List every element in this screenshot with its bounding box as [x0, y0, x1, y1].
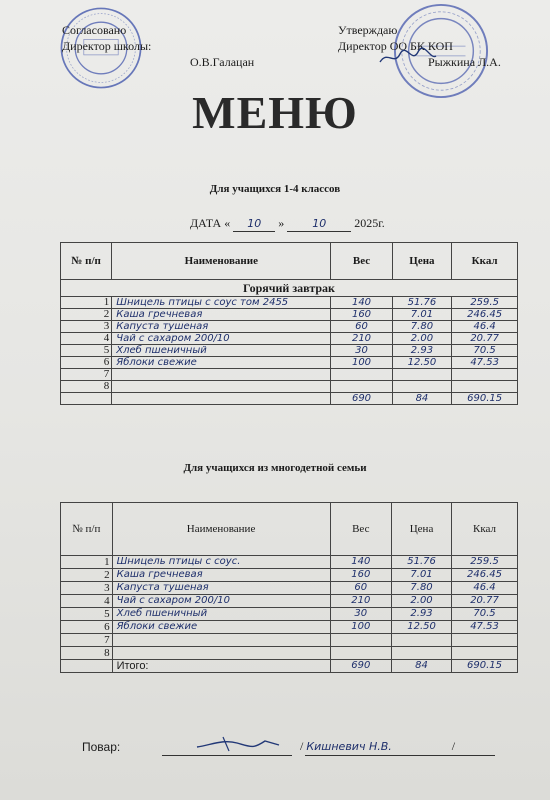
menu-table-large-family [60, 502, 518, 673]
table-row [61, 321, 518, 333]
table-row [61, 582, 518, 595]
dish-price [392, 369, 452, 381]
dish-price: 12.50 [392, 621, 452, 634]
dish-kcal: 46.4 [452, 582, 518, 595]
table-row [61, 608, 518, 621]
table-row [61, 595, 518, 608]
dish-name: Яблоки свежие [112, 621, 330, 634]
dish-name: Хлеб пшеничный [112, 345, 331, 357]
dish-price: 51.76 [392, 556, 452, 569]
dish-weight [331, 369, 392, 381]
dish-weight: 160 [331, 309, 392, 321]
dish-weight [330, 647, 392, 660]
table-row [61, 569, 518, 582]
dish-kcal: 259.5 [452, 297, 518, 309]
dish-kcal: 70.5 [452, 608, 518, 621]
row-number: 4 [61, 595, 113, 608]
row-number: 5 [61, 608, 113, 621]
dish-name: Шницель птицы с соус. [112, 556, 330, 569]
signature-underline [162, 755, 292, 756]
dish-price: 7.80 [392, 321, 452, 333]
dish-name: Капуста тушеная [112, 582, 330, 595]
dish-name: Хлеб пшеничный [112, 608, 330, 621]
row-number: 7 [61, 634, 113, 647]
dish-name: Каша гречневая [112, 309, 331, 321]
dish-weight [331, 381, 392, 393]
dish-name: Яблоки свежие [112, 357, 331, 369]
page-title: МЕНЮ [192, 87, 358, 138]
dish-kcal: 46.4 [452, 321, 518, 333]
dish-kcal [452, 634, 518, 647]
cook-name-block: / Кишневич Н.В. / [300, 739, 456, 753]
dish-weight [330, 634, 392, 647]
row-number: 5 [61, 345, 112, 357]
dish-name [112, 381, 331, 393]
right-approval-title: Утверждаю [338, 23, 398, 37]
dish-kcal: 246.45 [452, 309, 518, 321]
dish-price: 2.00 [392, 333, 452, 345]
total-label [112, 393, 331, 405]
row-number: 3 [61, 582, 113, 595]
column-header-name: Наименование [112, 503, 330, 556]
total-kcal: 690.15 [452, 393, 518, 405]
dish-weight: 100 [330, 621, 392, 634]
table-row [61, 333, 518, 345]
table-row [61, 369, 518, 381]
total-price: 84 [392, 660, 452, 673]
subtitle-large-family: Для учащихся из многодетной семьи [183, 462, 367, 474]
column-header-price: Цена [392, 243, 452, 280]
table-row [61, 297, 518, 309]
column-header-weight: Вес [331, 243, 392, 280]
menu-table-grades-1-4 [60, 242, 518, 405]
dish-name: Чай с сахаром 200/10 [112, 333, 331, 345]
table-row [61, 556, 518, 569]
table-row [61, 647, 518, 660]
dish-name: Шницель птицы с соус том 2455 [112, 297, 331, 309]
dish-price: 7.01 [392, 309, 452, 321]
approval-block-left [62, 22, 255, 69]
dish-weight: 210 [331, 333, 392, 345]
section-hot-breakfast: Горячий завтрак [61, 280, 518, 297]
dish-name: Капуста тушеная [112, 321, 331, 333]
total-row [61, 660, 518, 673]
dish-price: 7.80 [392, 582, 452, 595]
cook-signature [193, 733, 283, 755]
table-row [61, 381, 518, 393]
column-header-name: Наименование [112, 243, 331, 280]
left-approval-title: Согласовано [62, 23, 127, 37]
total-label: Итого: [112, 660, 330, 673]
column-header-num: № п/п [61, 243, 112, 280]
column-header-kcal: Ккал [452, 503, 518, 556]
column-header-num: № п/п [61, 503, 113, 556]
total-kcal: 690.15 [452, 660, 518, 673]
date-prefix: ДАТА « [190, 216, 231, 230]
right-approval-name: Рыжкина Л.А. [428, 55, 501, 69]
date-mid: » [278, 216, 285, 230]
total-row [61, 393, 518, 405]
dish-name: Каша гречневая [112, 569, 330, 582]
date-day: 10 [247, 217, 262, 230]
table-row [61, 634, 518, 647]
date-month: 10 [312, 217, 327, 230]
dish-name [112, 647, 330, 660]
column-header-price: Цена [392, 503, 452, 556]
dish-price: 51.76 [392, 297, 452, 309]
dish-kcal [452, 381, 518, 393]
dish-kcal [452, 369, 518, 381]
right-approval-role: Директор ОО БК КОП [338, 39, 453, 53]
dish-price: 12.50 [392, 357, 452, 369]
row-number: 6 [61, 621, 113, 634]
table-row [61, 309, 518, 321]
dish-kcal: 20.77 [452, 595, 518, 608]
dish-weight: 140 [331, 297, 392, 309]
dish-weight: 140 [330, 556, 392, 569]
table-row [61, 621, 518, 634]
cook-label: Повар: [82, 740, 121, 754]
total-price: 84 [392, 393, 452, 405]
table-row [61, 357, 518, 369]
dish-price: 7.01 [392, 569, 452, 582]
total-weight: 690 [330, 660, 392, 673]
row-number: 2 [61, 569, 113, 582]
date-line [190, 216, 385, 232]
dish-name [112, 634, 330, 647]
dish-weight: 30 [331, 345, 392, 357]
dish-kcal: 70.5 [452, 345, 518, 357]
row-number: 6 [61, 357, 112, 369]
dish-name: Чай с сахаром 200/10 [112, 595, 330, 608]
row-number: 8 [61, 381, 112, 393]
dish-kcal [452, 647, 518, 660]
dish-price [392, 647, 452, 660]
cook-name-underline [305, 755, 495, 756]
dish-kcal: 47.53 [452, 357, 518, 369]
dish-kcal: 259.5 [452, 556, 518, 569]
subtitle-grades-1-4: Для учащихся 1-4 классов [209, 183, 341, 195]
dish-weight: 60 [331, 321, 392, 333]
column-header-kcal: Ккал [452, 243, 518, 280]
row-number: 4 [61, 333, 112, 345]
dish-name [112, 369, 331, 381]
row-number: 2 [61, 309, 112, 321]
total-weight: 690 [331, 393, 392, 405]
director-signature [378, 46, 438, 68]
dish-kcal: 246.45 [452, 569, 518, 582]
dish-price [392, 634, 452, 647]
column-header-weight: Вес [330, 503, 392, 556]
dish-weight: 100 [331, 357, 392, 369]
left-approval-name: О.В.Галацан [190, 55, 255, 69]
row-number: 1 [61, 556, 113, 569]
cook-name: Кишневич Н.В. [306, 740, 392, 753]
row-number: 1 [61, 297, 112, 309]
row-number: 7 [61, 369, 112, 381]
dish-weight: 160 [330, 569, 392, 582]
dish-price [392, 381, 452, 393]
row-number: 3 [61, 321, 112, 333]
row-number: 8 [61, 647, 113, 660]
dish-price: 2.93 [392, 345, 452, 357]
table-row [61, 345, 518, 357]
dish-weight: 60 [330, 582, 392, 595]
date-suffix: 2025г. [354, 216, 385, 230]
dish-kcal: 47.53 [452, 621, 518, 634]
dish-price: 2.00 [392, 595, 452, 608]
left-approval-role: Директор школы: [62, 39, 152, 53]
dish-weight: 210 [330, 595, 392, 608]
dish-kcal: 20.77 [452, 333, 518, 345]
dish-weight: 30 [330, 608, 392, 621]
dish-price: 2.93 [392, 608, 452, 621]
